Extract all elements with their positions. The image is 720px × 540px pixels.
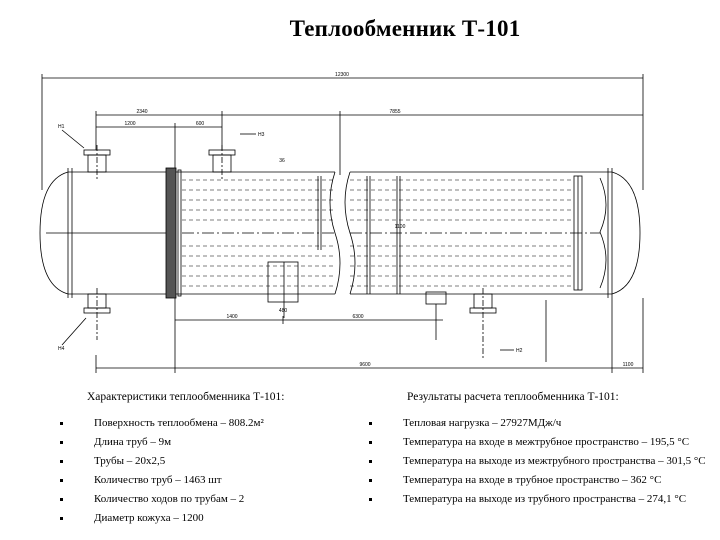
- support-sump: [268, 262, 298, 302]
- dim-small: 36: [279, 158, 285, 164]
- page-title: [0, 16, 720, 42]
- nozzle-h1: [84, 145, 110, 180]
- dim-vertical: 1100: [394, 224, 406, 230]
- dim-bottom-b: 480: [278, 308, 288, 314]
- left-tube-sheet: [166, 168, 176, 298]
- list-item: Температура на входе в межтрубное пространство – 195,5 °С: [366, 435, 713, 451]
- characteristics-panel: [57, 390, 327, 530]
- list-item: Длина труб – 9м: [57, 435, 327, 451]
- dim-bottom-c: 6300: [352, 314, 364, 320]
- list-item: Температура на входе в трубное пространство – 362 °С: [366, 473, 713, 489]
- dim-right-end: 1100: [622, 362, 634, 368]
- title-text: Теплообменник Т-101: [289, 16, 521, 41]
- results-list: [366, 416, 713, 508]
- label-h2: H2: [516, 348, 523, 354]
- right-head: [612, 172, 640, 294]
- list-item: Температура на выходе из трубного пространства – 274,1 °С: [366, 492, 713, 508]
- list-item: Количество труб – 1463 шт: [57, 473, 327, 489]
- results-heading: Результаты расчета теплообменника Т-101:: [407, 391, 619, 403]
- heat-exchanger-drawing: [0, 66, 720, 386]
- results-panel: [366, 390, 713, 511]
- list-item: Поверхность теплообмена – 808.2м²: [57, 416, 327, 432]
- list-item: Трубы – 20х2,5: [57, 454, 327, 470]
- label-h1: H1: [58, 124, 65, 130]
- nozzle-h4: [84, 288, 110, 340]
- dim-bottom-total: 9600: [359, 362, 371, 368]
- characteristics-heading: Характеристики теплообменника Т-101:: [87, 391, 285, 403]
- dim-right-span: 7855: [389, 109, 401, 115]
- nozzle-h2: [470, 288, 496, 360]
- list-item: Диаметр кожуха – 1200: [57, 511, 327, 527]
- list-item: Количество ходов по трубам – 2: [57, 492, 327, 508]
- characteristics-list: [57, 416, 327, 527]
- dim-bottom-a: 1400: [226, 314, 238, 320]
- nozzle-h3: [209, 145, 235, 180]
- dim-nozzle-h1: 1200: [124, 121, 136, 127]
- list-item: Температура на выходе из межтрубного пространства – 301,5 °С: [366, 454, 713, 470]
- list-item: Тепловая нагрузка – 27927МДж/ч: [366, 416, 713, 432]
- dim-left-span: 2340: [136, 109, 148, 115]
- label-h3: H3: [258, 132, 265, 138]
- label-h4: H4: [58, 346, 65, 352]
- dim-nozzle-h3: 600: [195, 121, 205, 127]
- dim-total: 12300: [335, 72, 349, 78]
